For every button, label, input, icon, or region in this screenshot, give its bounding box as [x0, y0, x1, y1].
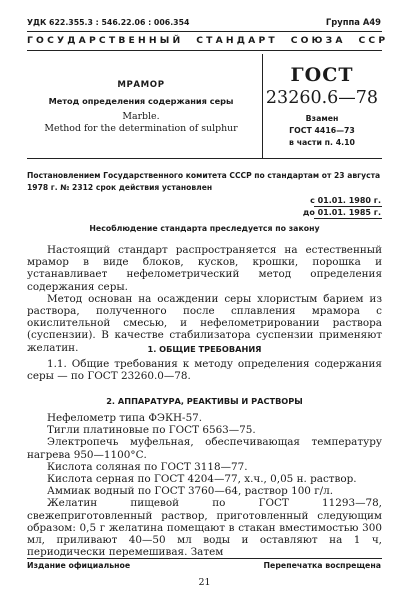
list-item: Кислота соляная по ГОСТ 3118—77.: [47, 460, 248, 473]
section-1-body: [27, 358, 382, 382]
gost-number: 23260.6—78: [265, 88, 379, 108]
section-1-paragraph: 1.1. Общие требования к методу определения содержания серы — по ГОСТ 23260.0—78.: [27, 358, 382, 383]
decree-underline-2: [314, 218, 382, 219]
legal-notice: Несоблюдение стандарта преследуется по закону: [89, 224, 320, 233]
list-item: Желатин пищевой по ГОСТ 11293—78, свежеприготовленный раствор, приготовленный следующим образом: 0,5 г желатина помещают в стакан вместимостью 300 мл, приливают 40—50 мл воды и оставляют на 1 ч, периодически перемешивая. Затем: [27, 497, 382, 559]
gost-label: ГОСТ: [290, 64, 354, 86]
footer-rule: [27, 558, 382, 559]
section-2-heading: 2. АППАРАТУРА, РЕАКТИВЫ И РАСТВОРЫ: [106, 396, 303, 406]
subtitle-ru: Метод определения содержания серы: [48, 96, 234, 106]
section-1-heading: 1. ОБЩИЕ ТРЕБОВАНИЯ: [147, 344, 262, 354]
title-ru: МРАМОР: [117, 80, 165, 90]
subtitle-en: Method for the determination of sulphur: [44, 123, 238, 134]
intro-paragraph-2: Метод основан на осаждении серы хлористым барием из раствора, полученного после сплавления мрамора с окислительной смесью, и нефелометрировании раствора (суспензии). В качестве стабилизатора суспензии применяют желатин.: [27, 292, 382, 354]
intro-paragraph-1: Настоящий стандарт распространяется на естественный мрамор в виде блоков, кусков, крошки, порошка и устанавливает нефелометрический метод определения содержания серы.: [27, 244, 382, 293]
udk-code: УДК 622.355.3 : 546.22.06 : 006.354: [27, 18, 190, 27]
group-code: Группа А49: [325, 17, 381, 27]
banner-rule: [27, 50, 382, 51]
decree-to: до 01.01. 1985 г.: [302, 208, 381, 217]
top-rule: [27, 31, 382, 32]
footer-official-edition: Издание официальное: [27, 561, 131, 570]
decree-from: с 01.01. 1980 г.: [310, 196, 381, 205]
list-item: Нефелометр типа ФЭКН-57.: [47, 412, 203, 424]
banner: ГОСУДАРСТВЕННЫЙ СТАНДАРТ СОЮЗА ССР: [27, 35, 389, 46]
decree-underline-1: [314, 206, 382, 207]
list-item: Кислота серная по ГОСТ 4204—77, х.ч., 0,05 н. раствор.: [47, 473, 357, 486]
footer-reprint-prohibited: Перепечатка воспрещена: [263, 561, 381, 570]
replacement-line-1: Взамен: [305, 114, 339, 123]
page-number: 21: [198, 577, 211, 588]
list-item: Аммиак водный по ГОСТ 3760—64, раствор 100 г/л.: [47, 485, 334, 498]
list-item: Электропечь муфельная, обеспечивающая температуру нагрева 950—1100°С.: [27, 436, 382, 461]
intro: [27, 244, 382, 354]
replacement-line-3: в части п. 4.10: [289, 138, 355, 147]
decree-line-2: 1978 г. № 2312 срок действия установлен: [27, 183, 213, 192]
title-bottom-rule: [27, 158, 382, 159]
title-en: Marble.: [122, 111, 160, 122]
replacement-line-2: ГОСТ 4416—73: [289, 126, 355, 135]
decree-line-1: Постановлением Государственного комитета СССР по стандартам от 23 августа: [27, 171, 381, 180]
equipment-list: [27, 412, 382, 558]
list-item: Тигли платиновые по ГОСТ 6563—75.: [47, 424, 256, 437]
